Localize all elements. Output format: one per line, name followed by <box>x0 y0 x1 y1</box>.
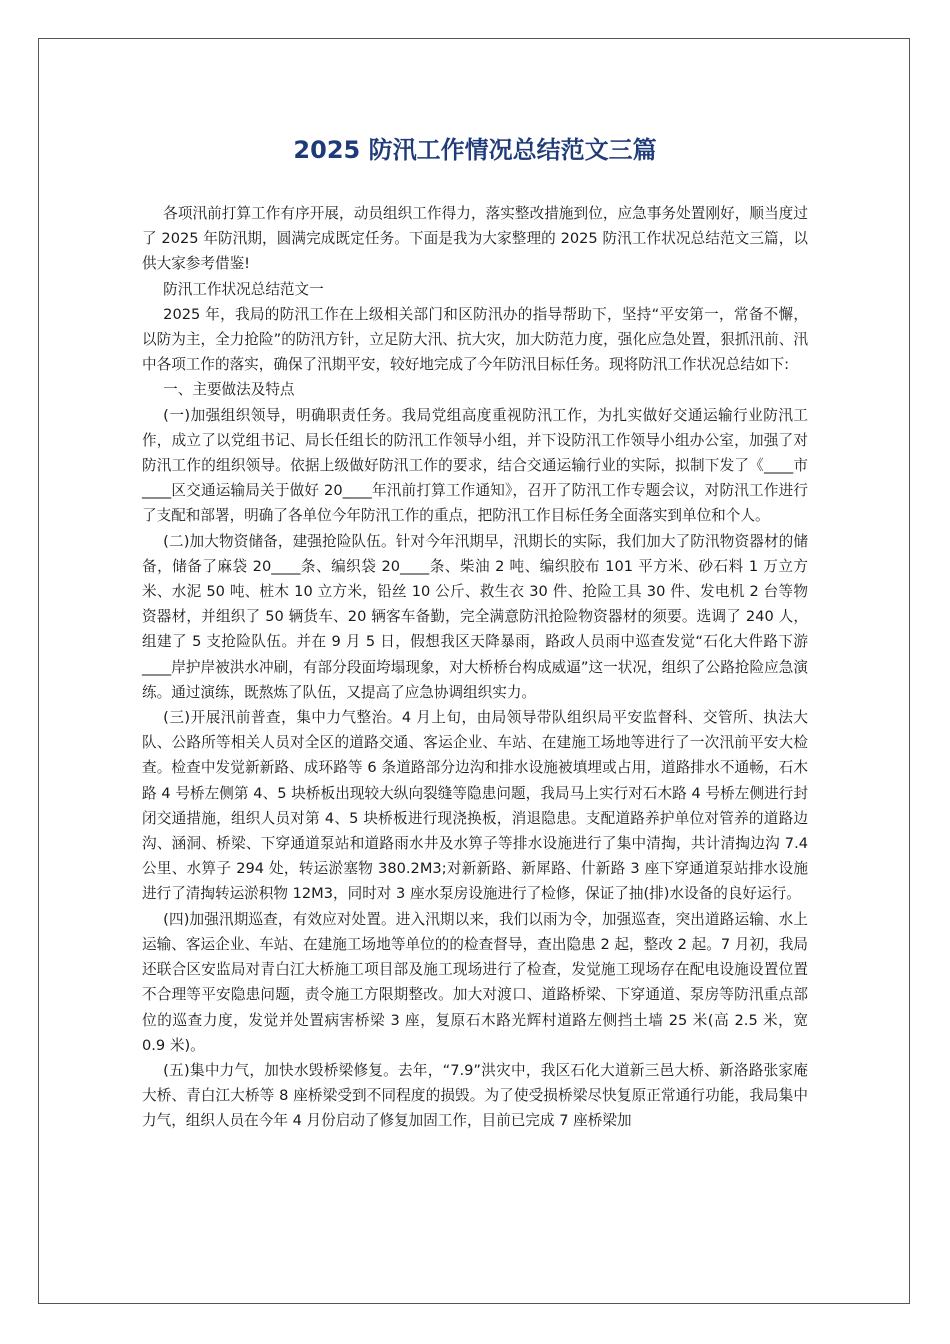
document-title: 2025 防汛工作情况总结范文三篇 <box>293 136 657 164</box>
subsection-heading: 一、主要做法及特点 <box>163 381 295 399</box>
intro-paragraph: 各项汛前打算工作有序开展，动员组织工作得力，落实整改措施到位，应急事务处置刚好，顺当度过了 2025 年防汛期，圆满完成既定任务。下面是我为大家整理的 2025 防汛工作状况总结范文三篇，以供大家参考借鉴! <box>142 205 808 273</box>
body-paragraph: (二)加大物资储备，建强抢险队伍。针对今年汛期早，汛期长的实际，我们加大了防汛物资器材的储备，储备了麻袋 20____条、编织袋 20____条、柴油 2 吨、编织胶布 101 平方米、砂石料 1 万立方米、水泥 50 吨、桩木 10 立方米，铅丝 10 公斤、救生衣 30 件、抢险工具 30 件、发电机 2 台等物资器材，并组织了 50 辆货车、20 辆客车备勤，完全满意防汛抢险物资器材的须要。选调了 240 人，组建了 5 支抢险队伍。并在 9 月 5 日，假想我区天降暴雨，路政人员雨中巡查发觉“石化大件路下游____岸护岸被洪水冲刷，有部分段面垮塌现象，对大桥桥台构成威逼”这一状况，组织了公路抢险应急演练。通过演练，既熬炼了队伍，又提高了应急协调组织实力。 <box>142 532 808 701</box>
body-paragraph: (一)加强组织领导，明确职责任务。我局党组高度重视防汛工作，为扎实做好交通运输行业防汛工作，成立了以党组书记、局长任组长的防汛工作领导小组，并下设防汛工作领导小组办公室，加强了对防汛工作的组织领导。依据上级做好防汛工作的要求，结合交通运输行业的实际，拟制下发了《____市____区交通运输局关于做好 20____年汛前打算工作通知》，召开了防汛工作专题会议，对防汛工作进行了支配和部署，明确了各单位今年防汛工作的重点，把防汛工作目标任务全面落实到单位和个人。 <box>142 406 808 525</box>
body-paragraph: (四)加强汛期巡查，有效应对处置。进入汛期以来，我们以雨为令，加强巡查，突出道路运输、水上运输、客运企业、车站、在建施工场地等单位的的检查督导，查出隐患 2 起，整改 2 起。7 月初，我局还联合区安监局对青白江大桥施工项目部及施工现场进行了检查，发觉施工现场存在配电设施设置位置不合理等平安隐患问题，责令施工方限期整改。加大对渡口、道路桥梁、下穿通道、泵房等防汛重点部位的巡查力度，发觉并处置病害桥梁 3 座，复原石木路光辉村道路左侧挡土墙 25 米(高 2.5 米，宽 0.9 米)。 <box>142 910 808 1054</box>
section-heading: 防汛工作状况总结范文一 <box>163 280 324 298</box>
body-paragraph: (五)集中力气，加快水毁桥梁修复。去年，“7.9”洪灾中，我区石化大道新三邑大桥、新洛路张家庵大桥、青白江大桥等 8 座桥梁受到不同程度的损毁。为了使受损桥梁尽快复原正常通行功能，我局集中力气，组织人员在今年 4 月份启动了修复加固工作，目前已完成 7 座桥梁加 <box>142 1061 808 1130</box>
body-paragraph: (三)开展汛前普查，集中力气整治。4 月上旬，由局领导带队组织局平安监督科、交管所、执法大队、公路所等相关人员对全区的道路交通、客运企业、车站、在建施工场地等进行了一次汛前平安大检查。检查中发觉新新路、成环路等 6 条道路部分边沟和排水设施被填埋或占用，道路排水不通畅，石木路 4 号桥左侧第 4、5 块桥板出现较大纵向裂缝等隐患问题，我局马上实行对石木路 4 号桥左侧进行封闭交通措施，组织人员对第 4、5 块桥板进行现浇换板，消退隐患。支配道路养护单位对管养的道路边沟、涵洞、桥梁、下穿通道泵站和道路雨水井及水箅子等排水设施进行了集中清掏，共计清掏边沟 7.4 公里、水箅子 294 处，转运淤塞物 380.2M3;对新新路、新犀路、什新路 3 座下穿通道泵站排水设施进行了清掏转运淤积物 12M3，同时对 3 座水泵房设施进行了检修，保证了抽(排)水设备的良好运行。 <box>142 709 808 903</box>
body-paragraph: 2025 年，我局的防汛工作在上级相关部门和区防汛办的指导帮助下，坚持“平安第一，常备不懈，以防为主，全力抢险”的防汛方针，立足防大汛、抗大灾，加大防范力度，强化应急处置，狠抓汛前、汛中各项工作的落实，确保了汛期平安，较好地完成了今年防汛目标任务。现将防汛工作状况总结如下: <box>142 305 808 374</box>
document-body <box>142 201 808 1134</box>
